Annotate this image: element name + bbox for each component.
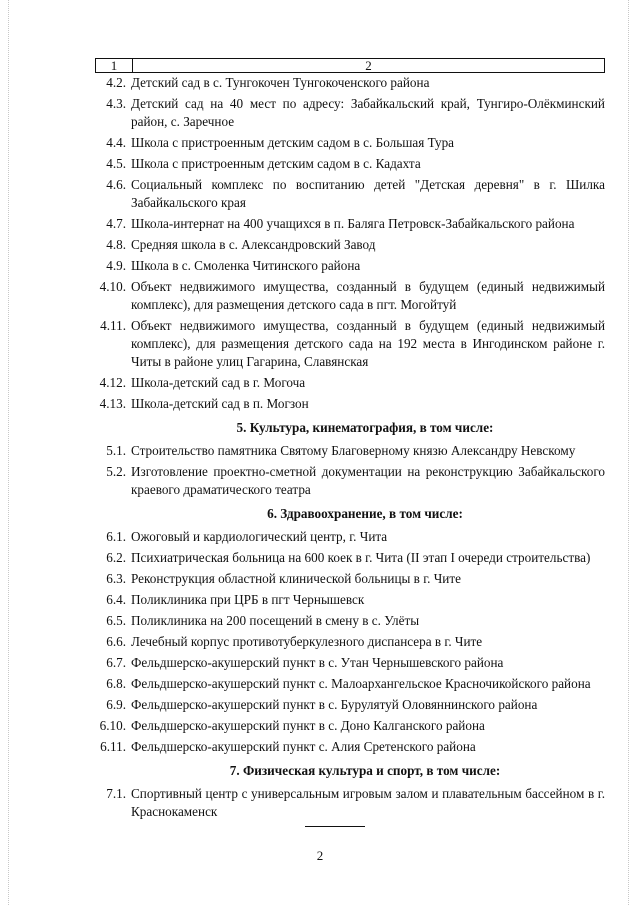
table-row (95, 696, 605, 714)
table-row (95, 549, 605, 567)
left-margin-guide (8, 0, 9, 905)
table-row (95, 74, 605, 92)
row-text: Строительство памятника Святому Благоверному князю Александру Невскому (131, 443, 576, 458)
table-row (95, 654, 605, 672)
table-row (95, 442, 605, 460)
section-heading: 7. Физическая культура и спорт, в том числе: (229, 763, 501, 778)
table-row (95, 374, 605, 392)
row-text: Спортивный центр с универсальным игровым залом и плавательным бассейном в г. Краснокаменск (131, 786, 605, 819)
row-text: Школа-детский сад в п. Могзон (131, 396, 309, 411)
row-text: Фельдшерско-акушерский пункт в с. Бурулятуй Оловяннинского района (131, 697, 538, 712)
row-number: 4.3. (106, 96, 126, 111)
row-number: 4.10. (99, 279, 126, 294)
row-text: Школа-детский сад в г. Могоча (131, 375, 306, 390)
row-number: 5.2. (106, 464, 126, 479)
row-number: 6.1. (106, 529, 126, 544)
row-text: Школа-интернат на 400 учащихся в п. Баляга Петровск-Забайкальского района (131, 216, 575, 231)
table-row (95, 236, 605, 254)
row-text: Детский сад на 40 мест по адресу: Забайкальский край, Тунгиро-Олёкминский район, с. Заречное (131, 96, 605, 129)
row-text: Поликлиника при ЦРБ в пгт Чернышевск (131, 592, 365, 607)
row-number: 4.9. (106, 258, 126, 273)
row-text: Детский сад в с. Тунгокочен Тунгокоченского района (131, 75, 430, 90)
table-row (95, 215, 605, 233)
row-text: Фельдшерско-акушерский пункт в с. Доно Калганского района (131, 718, 485, 733)
row-text: Школа с пристроенным детским садом в с. Большая Тура (131, 135, 455, 150)
row-number: 6.8. (106, 676, 126, 691)
table-row (95, 675, 605, 693)
row-text: Школа с пристроенным детским садом в с. Кадахта (131, 156, 421, 171)
table-row (95, 717, 605, 735)
row-number: 4.4. (106, 135, 126, 150)
table-row (95, 134, 605, 152)
table-row (95, 591, 605, 609)
row-number: 5.1. (106, 443, 126, 458)
table-row (95, 528, 605, 546)
table-row (95, 612, 605, 630)
row-text: Изготовление проектно-сметной документации на реконструкцию Забайкальского краевого драматического театра (131, 464, 605, 497)
table-row (95, 278, 605, 314)
row-number: 4.5. (106, 156, 126, 171)
table-row (95, 95, 605, 131)
table-row (95, 155, 605, 173)
row-text: Школа в с. Смоленка Читинского района (131, 258, 361, 273)
table-row (95, 738, 605, 756)
row-number: 7.1. (106, 786, 126, 801)
table-header-col1: 1 (96, 59, 133, 72)
row-number: 4.8. (106, 237, 126, 252)
right-margin-guide (628, 0, 629, 905)
table-body (95, 74, 605, 824)
section-heading: 6. Здравоохранение, в том числе: (267, 506, 463, 521)
table-header-col2: 2 (365, 58, 372, 73)
footer-divider (305, 826, 365, 827)
row-number: 6.4. (106, 592, 126, 607)
table-row (95, 785, 605, 821)
table-row (95, 257, 605, 275)
row-number: 4.2. (106, 75, 126, 90)
row-text: Социальный комплекс по воспитанию детей "Детская деревня" в г. Шилка Забайкальского края (131, 177, 605, 210)
row-text: Поликлиника на 200 посещений в смену в с. Улёты (131, 613, 420, 628)
row-text: Фельдшерско-акушерский пункт с. Алия Сретенского района (131, 739, 476, 754)
row-text: Фельдшерско-акушерский пункт с. Малоархангельское Красночикойского района (131, 676, 591, 691)
table-row (95, 463, 605, 499)
row-number: 6.6. (106, 634, 126, 649)
row-number: 6.3. (106, 571, 126, 586)
row-text: Фельдшерско-акушерский пункт в с. Утан Чернышевского района (131, 655, 504, 670)
row-number: 6.11. (100, 739, 126, 754)
table-row (95, 633, 605, 651)
row-number: 4.11. (100, 318, 126, 333)
row-number: 4.13. (99, 396, 126, 411)
section-heading: 5. Культура, кинематография, в том числе: (236, 420, 494, 435)
row-number: 4.6. (106, 177, 126, 192)
row-text: Реконструкция областной клинической больницы в г. Чите (131, 571, 461, 586)
row-number: 6.5. (106, 613, 126, 628)
table-row (95, 176, 605, 212)
row-text: Объект недвижимого имущества, созданный в будущем (единый недвижимый комплекс), для размещения детского сада на 192 места в Ингодинском районе г. Читы в районе улиц Гагарина, Славянская (131, 318, 605, 369)
row-number: 4.7. (106, 216, 126, 231)
table-header-row (95, 58, 605, 73)
row-number: 6.2. (106, 550, 126, 565)
row-number: 6.10. (99, 718, 126, 733)
table-row (95, 317, 605, 371)
row-text: Объект недвижимого имущества, созданный в будущем (единый недвижимый комплекс), для размещения детского сада в пгт. Могойтуй (131, 279, 605, 312)
row-number: 6.9. (106, 697, 126, 712)
table-row (95, 570, 605, 588)
row-text: Психиатрическая больница на 600 коек в г. Чита (II этап I очереди строительства) (131, 550, 591, 565)
row-text: Средняя школа в с. Александровский Завод (131, 237, 376, 252)
row-text: Лечебный корпус противотуберкулезного диспансера в г. Чите (131, 634, 483, 649)
page-number: 2 (316, 848, 324, 863)
row-number: 4.12. (99, 375, 126, 390)
table-row (95, 395, 605, 413)
row-text: Ожоговый и кардиологический центр, г. Чита (131, 529, 388, 544)
row-number: 6.7. (106, 655, 126, 670)
